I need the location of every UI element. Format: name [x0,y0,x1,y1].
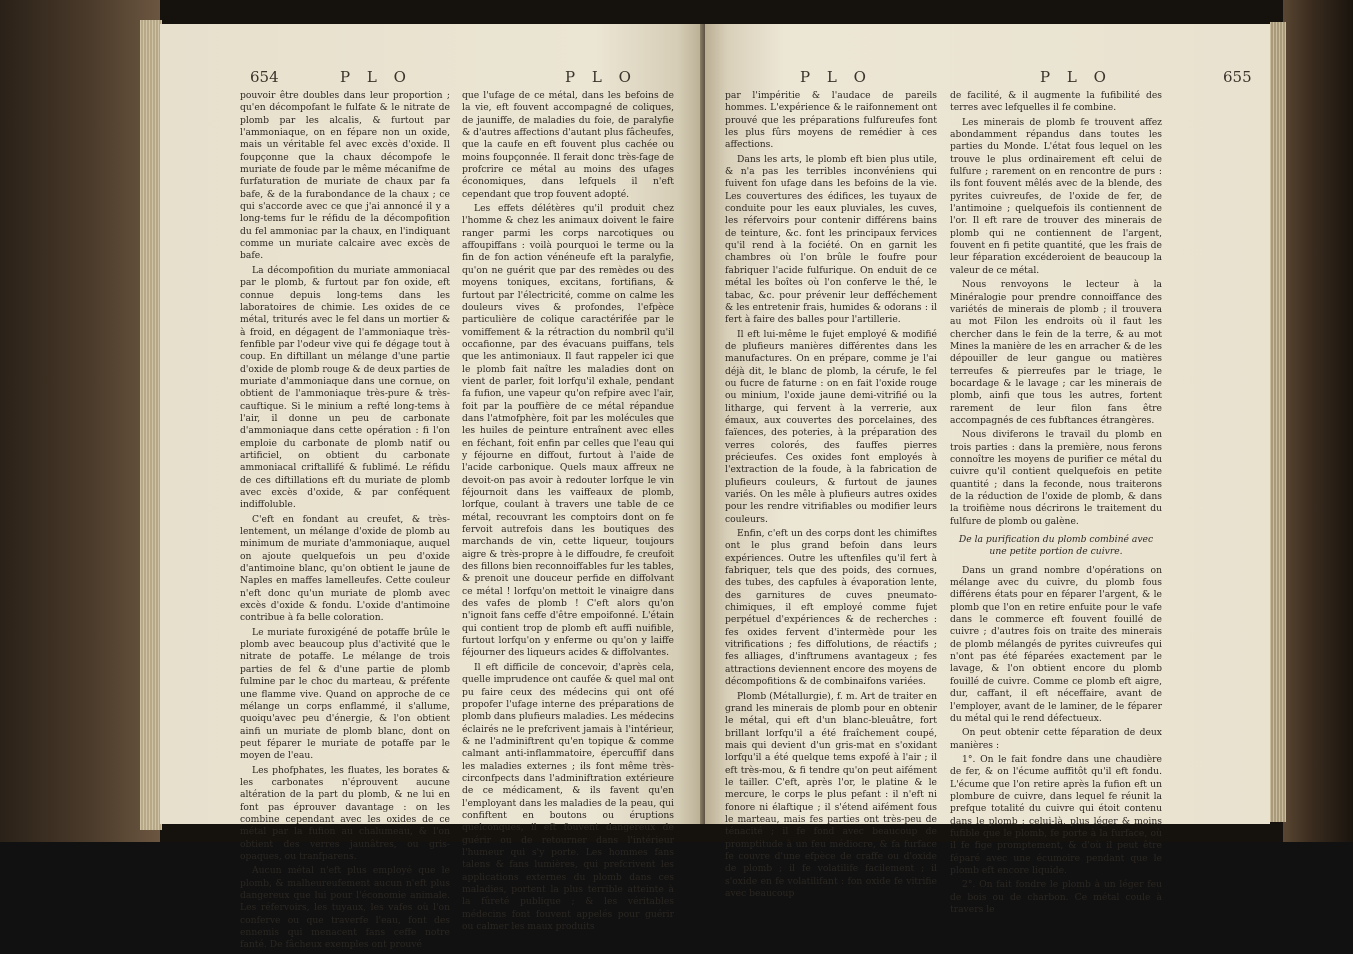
page-number: 655 [1223,68,1252,86]
paragraph: Nous diviferons le travail du plomb en trois parties : dans la première, nous ferons connoître les moyens de purifier ce métal du cuivre qu'il contient quelquefois en petite quantité ; dans la feconde, nous traiterons de la réduction de l'oxide de plomb, & dans la troifième nous décrirons le traitement du fulfure de plomb ou galène. [950,429,1162,527]
paragraph: Nous renvoyons le lecteur à la Minéralogie pour prendre connoiffance des variétés de minerais de plomb ; il trouvera au mot Filon les endroits où il faut les chercher dans le fein de la terre, & au mot Mines la manière de les en arracher & de les dépouiller de leur gangue ou matières terreufes & pierreufes par le triage, le bocardage & le lavage ; car les minerais de plomb, ainfi que tous les autres, fortent rarement de leur filon fans être accompagnés de ces fubftances étrangères. [950,279,1162,426]
paragraph: Aucun métal n'eft plus employé que le plomb, & malheureufement aucun n'eft plus dangereux que lui pour l'économie animale. Les réfervoirs, les tuyaux, les vafes où l'on conferve ou que traverfe l'eau, font des ennemis qui menacent fans ceffe notre fanté. De fâcheux exemples ont prouvé [240,865,450,951]
paragraph: que l'ufage de ce métal, dans les befoins de la vie, eft fouvent accompagné de coliques, de jauniffe, de maladies du foie, de paralyfie & d'autres affections d'autant plus fâcheufes, que la caufe en eft fouvent plus cachée ou moins foupçonnée. Il ferait donc très-fage de profcrire ce métal au moins des ufages économiques, dans lefquels il n'eft cependant que trop fouvent adopté. [462,90,674,200]
paragraph: Les phofphates, les fluates, les borates & les carbonates n'éprouvent aucune altération de la part du plomb, & ne lui en font pas éprouver davantage : on les combine cependant avec les oxides de ce métal par la fufion au chalumeau, & l'on obtient des verres jaunâtres, ou gris-opaques, ou tranfparens. [240,764,450,862]
paragraph: pouvoir être doubles dans leur proportion ; qu'en décompofant le fulfate & le nitrate de plomb par les alcalis, & furtout par l'ammoniaque, on en fépare non un oxide, mais un véritable fel avec excès d'oxide. Il foupçonne que la chaux décompofe le muriate de foude par le même mécanifme de furfaturation de muriate de chaux par fa bafe, & de la furabondance de la chaux ; ce qui s'accorde avec ce que j'ai annoncé il y a long-tems fur le réfidu de la décompofition du fel ammoniac par la chaux, en l'indiquant comme un muriate calcaire avec excès de bafe. [240,90,450,262]
left-cover-edge [0,0,160,842]
text-column-1 [725,90,937,902]
paragraph: Enfin, c'eft un des corps dont les chimiftes ont le plus grand befoin dans leurs expériences. Outre les uftenfiles qu'il fert à fabriquer, tels que des poids, des cornues, des tubes, des capfules à évaporation lente, des garnitures de cuves pneumato-chimiques, il eft employé comme fujet perpétuel d'expériences & de recherches : fes oxides fervent d'intermède pour les vitrifications ; fes diffolutions, de réactifs ; fes alliages, d'inftrumens avantageux ; fes attractions deviennent encore des moyens de décompofitions & de combinaifons variées. [725,528,937,688]
paragraph: 2°. On fait fondre le plomb à un léger feu de bois ou de charbon. Ce métal coule à travers le [950,879,1162,915]
paragraph: Les effets délétères qu'il produit chez l'homme & chez les animaux doivent le faire ranger parmi les corps narcotiques ou affoupiffans : voilà pourquoi le terme ou la fin de fon action vénéneufe eft la paralyfie, qu'on ne guérit que par des remèdes ou des moyens toniques, excitans, fortifians, & furtout par l'électricité, comme on calme les douleurs vives & profondes, l'efpèce particulière de colique caractérifée par le vomiffement & la rétraction du nombril qu'il occafionne, par des évacuans puiffans, tels que les antimoniaux. Il faut rappeler ici que le plomb fait naître les maladies dont on vient de parler, foit lorfqu'il exhale, pendant fa fufion, une vapeur qu'on refpire avec l'air, foit par la pouffière de ce métal répandue dans l'atmofphère, foit par les molécules que les huiles de peinture entraînent avec elles en féchant, foit enfin par celles que l'eau qui y féjourne en diffout, furtout à l'aide de l'acide carbonique. Quels maux affreux ne devoit-on pas avoir à redouter lorfque le vin féjournoit dans les vaiffeaux de plomb, lorfque, coulant à travers une table de ce métal, recouvrant les comptoirs dont on fe fervoit autrefois dans les boutiques des marchands de vin, cette liqueur, toujours aigre & très-propre à le diffoudre, fe creufoit des fillons bien reconnoiffables fur les tables, & prenoit une douceur perfide en diffolvant ce métal ! lorfqu'on mettoit le vinaigre dans des vafes de plomb ! C'eft alors qu'on n'ignoit fans ceffe d'être empoifonné. L'étain qui contient trop de plomb eft auffi nuifible, furtout lorfqu'on y enferme ou qu'on y laiffe féjourner des liqueurs acides & diffolvantes. [462,203,674,659]
left-page [160,24,705,951]
text-column-1 [240,90,450,954]
running-head-left: P L O [800,68,872,86]
paragraph: par l'impéritie & l'audace de pareils hommes. L'expérience & le raifonnement ont prouvé que les préparations fulfureufes font les plus fûrs moyens de remédier à ces affections. [725,90,937,151]
paragraph: Il eft lui-même le fujet employé & modifié de plufieurs manières différentes dans les manufactures. On en prépare, comme je l'ai déjà dit, le blanc de plomb, la cérufe, le fel ou fucre de faturne : on en fait l'oxide rouge ou minium, l'oxide jaune demi-vitrifié ou la litharge, qui fervent à la verrerie, aux émaux, aux couvertes des porcelaines, des faïences, des poteries, à la préparation des verres colorés, des fauffes pierres précieufes. Ces oxides font employés à l'extraction de la foude, à la fabrication de plufieurs couleurs, & furtout de jaunes variés. On les mêle à plufieurs autres oxides pour les rendre vitrifiables ou modifier leurs couleurs. [725,328,937,525]
running-head-right: P L O [565,68,637,86]
paragraph: de facilité, & il augmente la fufibilité des terres avec lefquelles il fe combine. [950,90,1162,114]
right-page [705,24,1270,915]
running-head-left: P L O [340,68,412,86]
right-cover-edge [1283,0,1353,842]
text-column-2 [462,90,674,935]
left-page-stack [140,20,162,830]
running-head-right: P L O [1040,68,1112,86]
paragraph: Plomb (Métallurgie), f. m. Art de traiter en grand les minerais de plomb pour en obtenir le métal, qui eft d'un blanc-bleuâtre, fort brillant lorfqu'il a été fraîchement coupé, mais qui devient d'un gris-mat en s'oxidant lorfqu'il a été quelque tems expofé à l'air ; il eft très-mou, & fi tendre qu'on peut aifément le tailler. C'eft, après l'or, le platine & le mercure, le corps le plus pefant : il n'eft ni fonore ni élaftique ; il s'étend aifément fous le marteau, mais fes parties ont très-peu de ténacité ; il fe fond avec beaucoup de promptitude à un feu médiocre, & fa furface fe couvre d'une efpèce de craffe ou d'oxide de plomb ; il fe volatilife facilement ; il s'oxide en fe volatilifant : fon oxide fe vitrifie avec beaucoup [725,690,937,899]
paragraph: Le muriate furoxigéné de potaffe brûle le plomb avec beaucoup plus d'activité que le nitrate de potaffe. Le mélange de trois parties de fel & d'une partie de plomb fulmine par le choc du marteau, & préfente une flamme vive. Quand on approche de ce mélange un corps enflammé, il s'allume, quoiqu'avec peu d'énergie, & l'on obtient ainfi un muriate de plomb blanc, dont on peut féparer le muriate de potaffe par le moyen de l'eau. [240,626,450,762]
text-column-2 [950,90,1162,918]
paragraph: Dans un grand nombre d'opérations on mélange avec du cuivre, du plomb fous différens états pour en féparer l'argent, & le plomb que l'on en retire enfuite pour le vafe dans le commerce eft fouvent fouillé de cuivre ; d'autres fois on traite des minerais de plomb mélangés de pyrites cuivreufes qui n'ont pas été féparées exactement par le lavage, & l'on obtient encore du plomb fouillé de cuivre. Comme ce plomb eft aigre, dur, caffant, il eft néceffaire, avant de l'employer, avant de le laminer, de le féparer du métal qui le rend défectueux. [950,564,1162,724]
paragraph: C'eft en fondant au creufet, & très-lentement, un mélange d'oxide de plomb au minimum de muriate d'ammoniaque, auquel on ajoute quelquefois un peu d'oxide d'antimoine blanc, qu'on obtient le jaune de Naples en maffes lamelleufes. Cette couleur n'eft donc qu'un muriate de plomb avec excès d'oxide & fondu. L'oxide d'antimoine contribue à fa belle coloration. [240,513,450,624]
paragraph: On peut obtenir cette féparation de deux manières : [950,727,1162,751]
paragraph: 1°. On le fait fondre dans une chaudière de fer, & on l'écume auffitôt qu'il eft fondu. L'écume que l'on retire après la fufion eft un plombure de cuivre, dans lequel fe réunit la prefque totalité du cuivre qui étoit contenu dans le plomb ; celui-là, plus léger & moins fufible que le plomb, fe porte à la furface, où il fe fige promptement, & d'où il peut être féparé avec une écumoire pendant que le plomb eft encore liquide. [950,753,1162,876]
page-number: 654 [250,68,279,86]
paragraph: Dans les arts, le plomb eft bien plus utile, & n'a pas les terribles inconvéniens qui fuivent fon ufage dans les befoins de la vie. Les couvertures des édifices, les tuyaux de conduite pour les eaux pluviales, les cuves, les réfervoirs pour contenir différens bains de teinture, &c. font les principaux fervices qu'il rend à la fociété. On en garnit les chambres où l'on brûle le foufre pour fabriquer l'acide fulfurique. On enduit de ce métal les boîtes où l'on conferve le thé, le tabac, &c. pour prévenir leur defféchement & les entretenir frais, humides & odorans : il fert à faire des balles pour l'artillerie. [725,153,937,326]
paragraph: La décompofition du muriate ammoniacal par le plomb, & furtout par fon oxide, eft connue depuis long-tems dans les laboratoires de chimie. Les oxides de ce métal, triturés avec le fel dans un mortier & à froid, en dégagent de l'ammoniaque très-fenfible par l'odeur vive qui fe dégage tout à coup. En diftillant un mélange d'une partie d'oxide de plomb rouge & de deux parties de muriate d'ammoniaque dans une cornue, on obtient de l'ammoniaque très-pure & très-cauftique. Si le minium a refté long-tems à l'air, il donne un peu de carbonate d'ammoniaque dans cette opération : fi l'on emploie du carbonate de plomb natif ou artificiel, on obtient du carbonate ammoniacal criftallifé & fublimé. Le réfidu de ces diftillations eft du muriate de plomb avec excès d'oxide, & par conféquent indiffoluble. [240,264,450,511]
section-heading: De la purification du plomb combiné avec une petite portion de cuivre. [958,534,1154,558]
paragraph: Il eft difficile de concevoir, d'après cela, quelle imprudence ont caufée & quel mal ont pu faire ceux des médecins qui ont ofé propofer l'ufage interne des préparations de plomb dans plufieurs maladies. Les médecins éclairés ne le prefcrivent jamais à l'intérieur, & ne l'adminiftrent qu'en topique & comme calmant anti-inflammatoire, épercuffif dans les maladies externes ; ils font même très-circonfpects dans l'adminiftration extérieure de ce médicament, & ils favent qu'en l'employant dans les maladies de la peau, qui confiftent en boutons ou éruptions quelconques, il eft fouvent dangereux de guérir ou de retourner dans l'intérieur l'humeur qui s'y porte. Les hommes fans talens & fans lumières, qui prefcrivent les applications externes du plomb dans ces maladies, portent la plus terrible atteinte à la fûreté publique ; & les véritables médecins font fouvent appelés pour guérir ou calmer les maux produits [462,661,674,933]
paragraph: Les minerais de plomb fe trouvent affez abondamment répandus dans toutes les parties du Monde. L'état fous lequel on les trouve le plus ordinairement eft celui de fulfure ; rarement on en rencontre de purs : ils font fouvent mêlés avec de la blende, des pyrites cuivreufes, de l'oxide de fer, de l'antimoine ; quelquefois ils contiennent de l'or. Il eft rare de trouver des minerais de plomb qui ne contiennent de l'argent, fouvent en fi petite quantité, que les frais de leur féparation excéderoient de beaucoup la valeur de ce métal. [950,116,1162,276]
right-page-stack [1270,22,1286,822]
